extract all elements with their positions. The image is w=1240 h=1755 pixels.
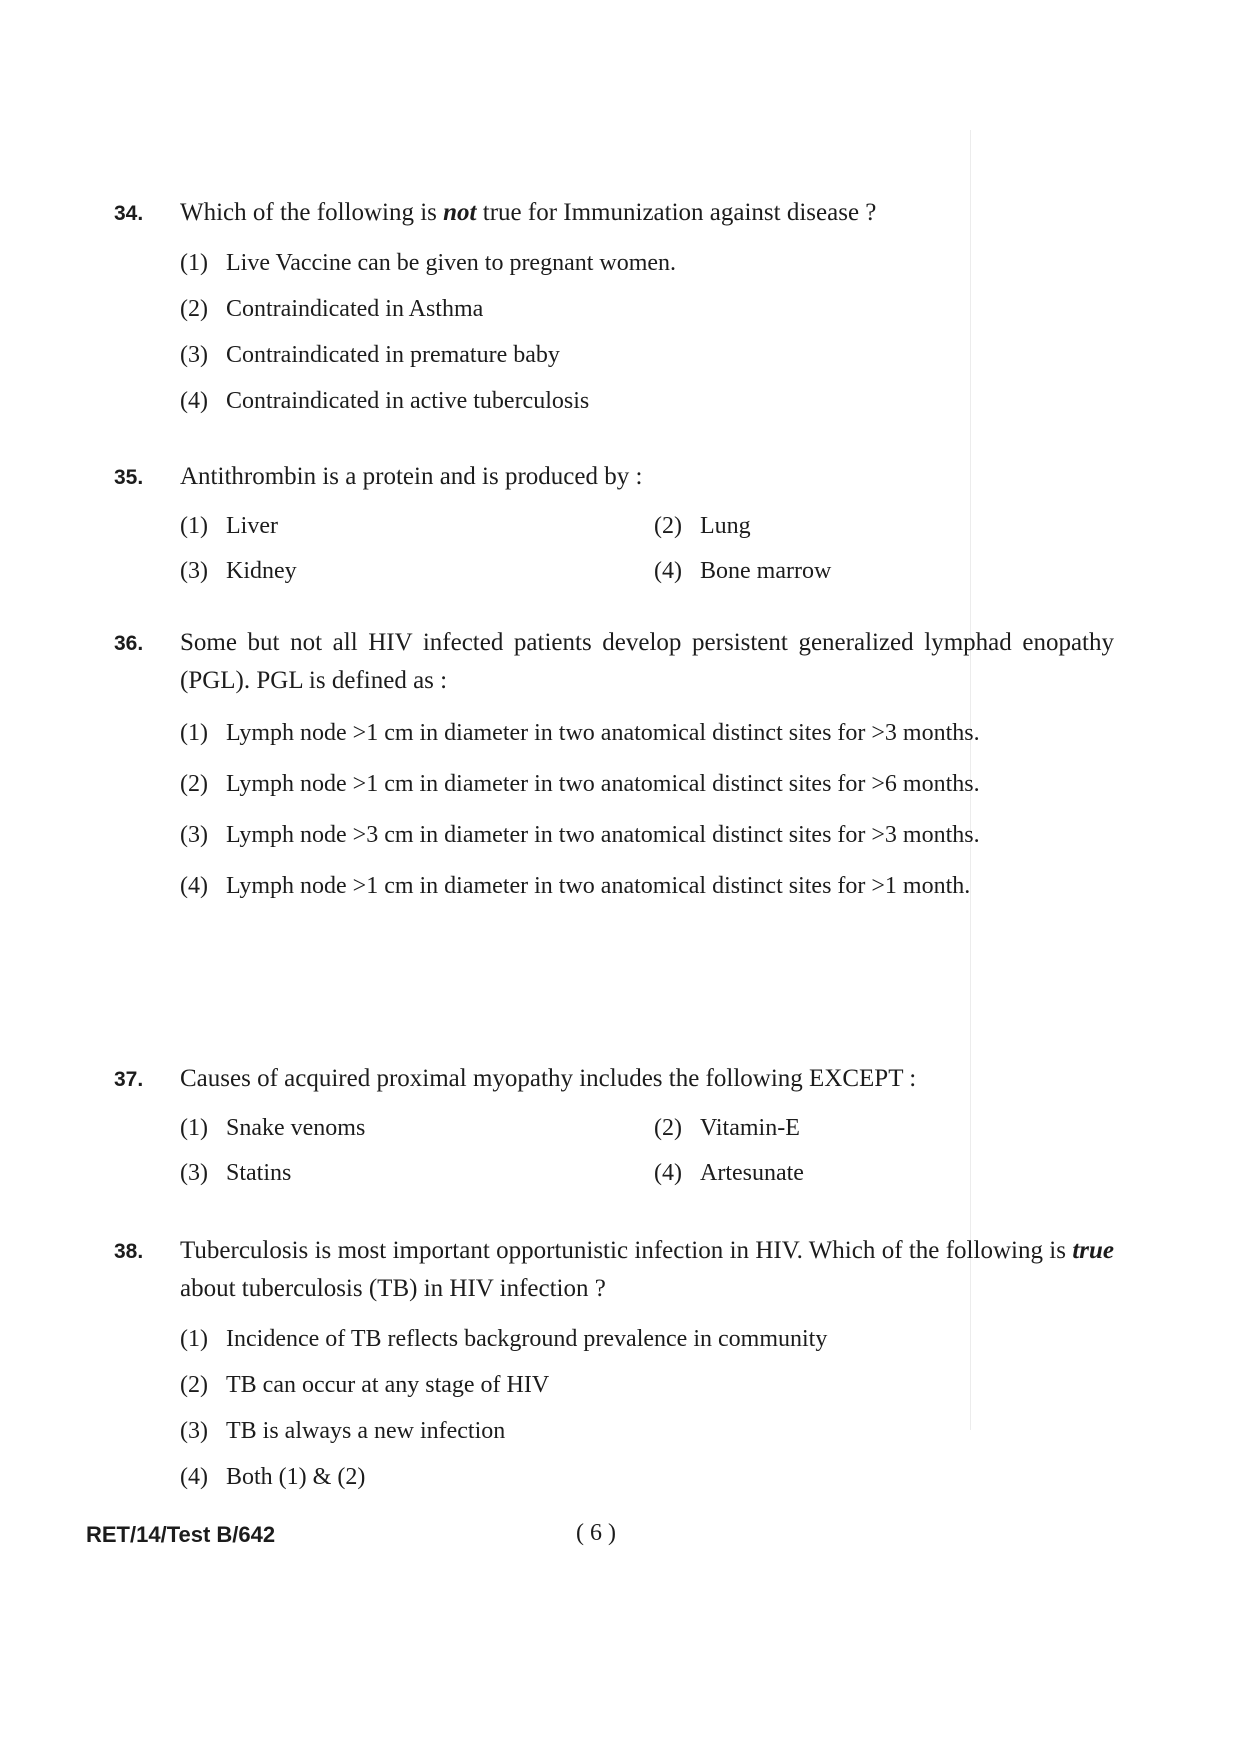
option: (4) Contraindicated in active tuberculosis [180, 388, 590, 414]
question-text: Tuberculosis is most important opportunistic infection in HIV. Which of the following is true about tuberculosis (TB) in HIV infection ? [180, 1237, 1114, 1302]
option: (1) Snake venoms [180, 1115, 366, 1141]
question-number: 36. [114, 632, 144, 655]
option-grid [180, 1099, 1114, 1189]
option: (3) TB is always a new infection [180, 1418, 506, 1444]
option-grid [180, 497, 1114, 587]
option: (2) TB can occur at any stage of HIV [180, 1372, 550, 1398]
question-number: 35. [114, 466, 144, 489]
option: (3) Statins [180, 1160, 292, 1186]
question-34 [114, 194, 1114, 417]
option: (4) Bone marrow [654, 558, 832, 584]
option: (2) Vitamin-E [654, 1115, 800, 1141]
option: (2) Lymph node >1 cm in diameter in two anatomical distinct sites for >6 months. [180, 771, 980, 797]
question-number: 34. [114, 202, 144, 225]
option: (1) Live Vaccine can be given to pregnant women. [180, 250, 677, 276]
emphasis-word: not [443, 199, 477, 226]
question-text: Causes of acquired proximal myopathy includes the following EXCEPT : [180, 1065, 917, 1092]
option: (2) Lung [654, 513, 751, 539]
option-list [180, 718, 1114, 902]
emphasis-word: true [1072, 1237, 1114, 1264]
question-38 [114, 1232, 1114, 1493]
question-text: Antithrombin is a protein and is produced by : [180, 463, 643, 490]
option: (1) Liver [180, 513, 278, 539]
option: (3) Contraindicated in premature baby [180, 342, 560, 368]
question-37 [114, 1060, 1114, 1189]
test-code: RET/14/Test B/642 [86, 1522, 276, 1547]
option: (4) Artesunate [654, 1160, 804, 1186]
question-text: Which of the following is not true for Immunization against disease ? [180, 199, 877, 226]
option: (4) Both (1) & (2) [180, 1464, 366, 1490]
option: (3) Kidney [180, 558, 297, 584]
option: (1) Lymph node >1 cm in diameter in two anatomical distinct sites for >3 months. [180, 720, 980, 746]
option: (4) Lymph node >1 cm in diameter in two anatomical distinct sites for >1 month. [180, 873, 971, 899]
question-number: 37. [114, 1068, 144, 1091]
option: (1) Incidence of TB reflects background prevalence in community [180, 1326, 828, 1352]
question-36 [114, 624, 1114, 902]
option-list [180, 248, 1114, 417]
option: (2) Contraindicated in Asthma [180, 296, 484, 322]
question-number: 38. [114, 1240, 144, 1263]
question-35 [114, 458, 1114, 587]
page-number: ( 6 ) [576, 1520, 616, 1546]
question-text: Some but not all HIV infected patients develop persistent generalized lymphad enopathy (PGL). PGL is defined as : [180, 629, 1114, 694]
option: (3) Lymph node >3 cm in diameter in two anatomical distinct sites for >3 months. [180, 822, 980, 848]
option-list [180, 1324, 1114, 1493]
